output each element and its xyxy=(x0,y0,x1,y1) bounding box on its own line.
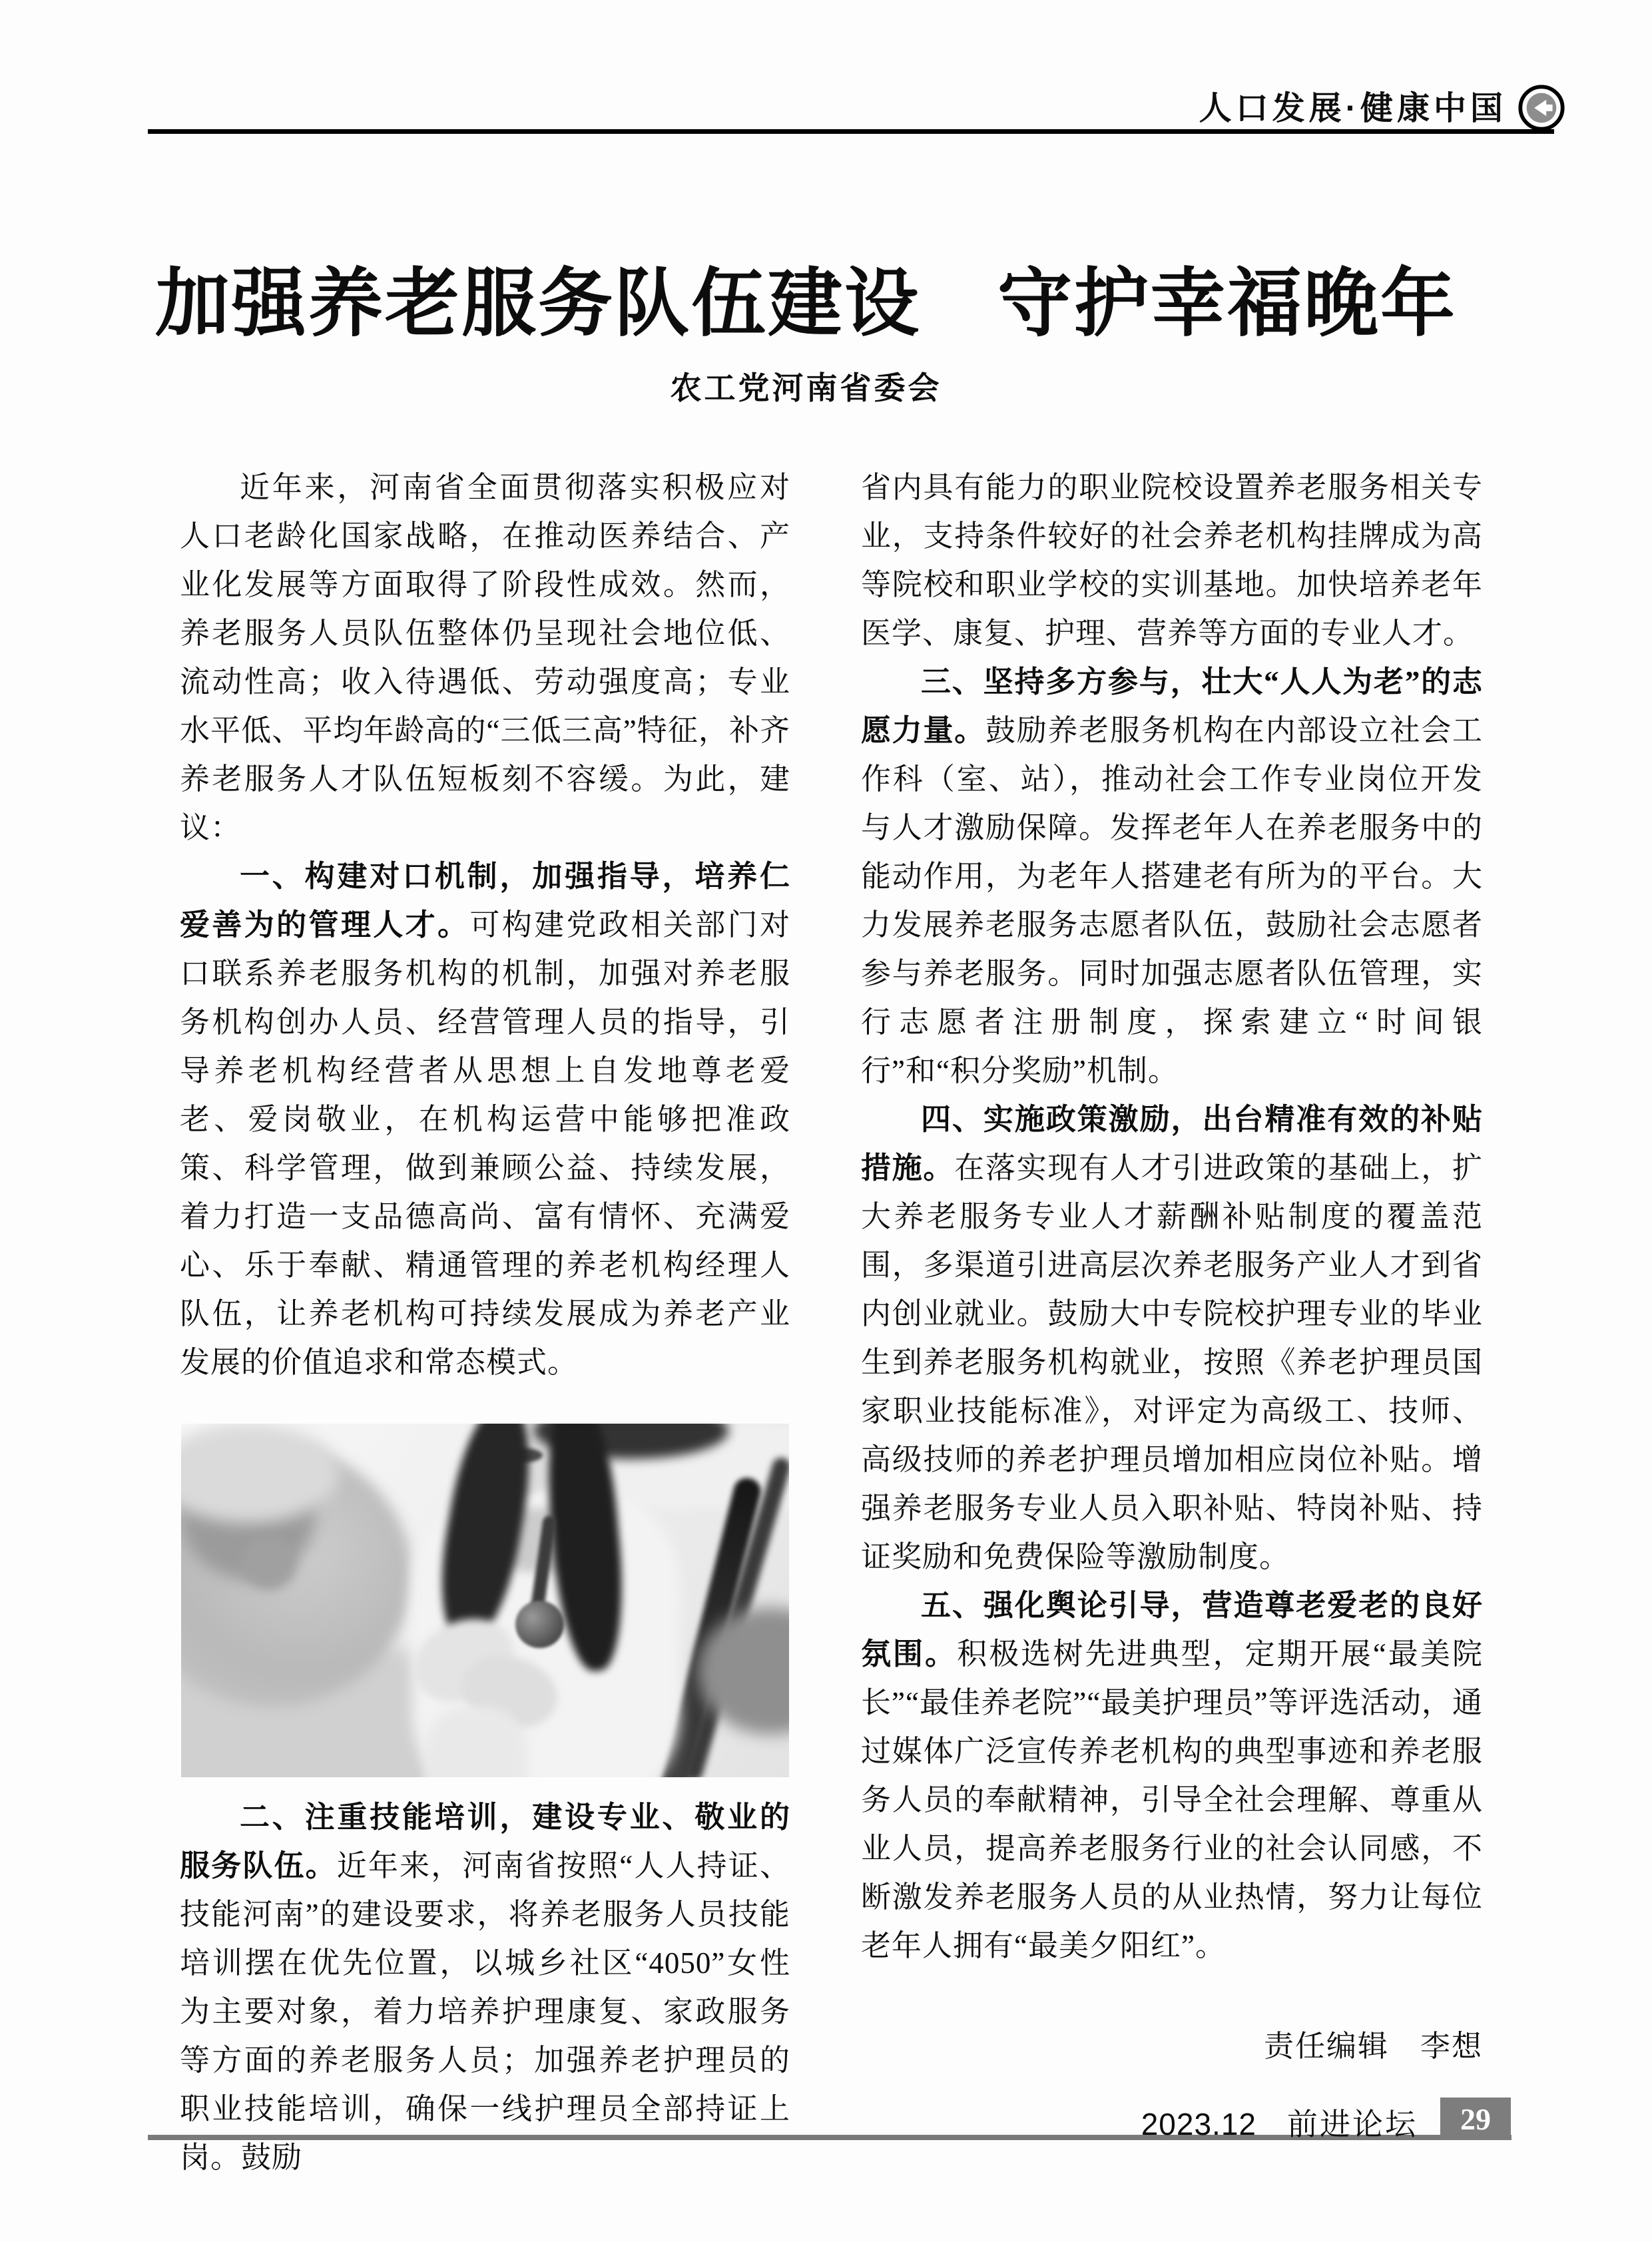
masthead-section-label: 人口发展·健康中国 xyxy=(1199,91,1507,127)
paragraph-point-2-text: 近年来，河南省按照“人人持证、技能河南”的建设要求，将养老服务人员技能培训摆在优先位置，以城乡社区“4050”女性为主要对象，着力培养护理康复、家政服务等方面的养老服务人员；加强养老护理员的职业技能培训，确保一线护理员全部持证上岗。鼓励 xyxy=(180,1849,790,2174)
editor-credit: 责任编辑 李想 xyxy=(1263,2030,1483,2063)
page-title: 加强养老服务队伍建设 守护幸福晚年 xyxy=(155,262,1457,345)
footer-issue: 2023.12 xyxy=(1141,2107,1256,2141)
paragraph-point-2-lead: 二、注重技能培训，建设专业、敬业的服务队伍。 xyxy=(180,1801,790,1882)
paragraph-point-2-continued: 省内具有能力的职业院校设置养老服务相关专业，支持条件较好的社会养老机构挂牌成为高等院校和职业学校的实训基地。加快培养老年医学、康复、护理、营养等方面的专业人才。 xyxy=(861,471,1483,650)
paragraph-point-1-lead: 一、构建对口机制，加强指导，培养仁爱善为的管理人才。 xyxy=(180,860,790,942)
footer-spacer xyxy=(1264,2107,1280,2141)
paragraph-point-3-lead: 三、坚持多方参与，壮大“人人为老”的志愿力量。 xyxy=(861,665,1483,747)
paragraph-point-3 xyxy=(861,658,1483,1095)
paragraph-point-5 xyxy=(861,1581,1483,1970)
elderly-care-photo xyxy=(181,1424,789,1777)
paragraph-point-3-text: 鼓励养老服务机构在内部设立社会工作科（室、站），推动社会工作专业岗位开发与人才激励保障。发挥老年人在养老服务中的能动作用，为老年人搭建老有所为的平台。大力发展养老服务志愿者队伍，鼓励社会志愿者参与养老服务。同时加强志愿者队伍管理，实行志愿者注册制度，探索建立“时间银行”和“积分奖励”机制。 xyxy=(861,714,1483,1087)
paragraph-intro: 近年来，河南省全面贯彻落实积极应对人口老龄化国家战略，在推动医养结合、产业化发展等方面取得了阶段性成效。然而，养老服务人员队伍整体仍呈现社会地位低、流动性高；收入待遇低、劳动强度高；专业水平低、平均年龄高的“三低三高”特征，补齐养老服务人才队伍短板刻不容缓。为此，建议： xyxy=(180,471,790,844)
paragraph-point-2 xyxy=(180,1793,790,2182)
paragraph-point-4-text: 在落实现有人才引进政策的基础上，扩大养老服务专业人才薪酬补贴制度的覆盖范围，多渠道引进高层次养老服务产业人才到省内创业就业。鼓励大中专院校护理专业的毕业生到养老服务机构就业，按照《养老护理员国家职业技能标准》，对评定为高级工、技师、高级技师的养老护理员增加相应岗位补贴。增强养老服务专业人员入职补贴、特岗补贴、持证奖励和免费保险等激励制度。 xyxy=(861,1151,1483,1573)
paragraph-point-1-text: 可构建党政相关部门对口联系养老服务机构的机制，加强对养老服务机构创办人员、经营管理人员的指导，引导养老机构经营者从思想上自发地尊老爱老、爱岗敬业，在机构运营中能够把准政策、科学管理，做到兼顾公益、持续发展，着力打造一支品德高尚、富有情怀、充满爱心、乐于奉献、精通管理的养老机构经理人队伍，让养老机构可持续发展成为养老产业发展的价值追求和常态模式。 xyxy=(180,908,790,1379)
footer-journal: 前进论坛 xyxy=(1287,2107,1418,2141)
page-number-badge: 29 xyxy=(1440,2098,1511,2140)
paragraph-point-4 xyxy=(861,1095,1483,1581)
article-column-right xyxy=(861,463,1483,2071)
photo-elderly-arm xyxy=(424,1707,527,1777)
footer-text xyxy=(1141,2100,1418,2144)
paragraph-point-4-lead: 四、实施政策激励，出台精准有效的补贴措施。 xyxy=(861,1103,1483,1185)
photo-stethoscope-disc xyxy=(515,1601,564,1649)
paragraph-point-5-text: 积极选树先进典型，定期开展“最美院长”“最佳养老院”“最美护理员”等评选活动，通过媒体广泛宣传养老机构的典型事迹和养老服务人员的奉献精神，引导全社会理解、尊重从业人员，提高养老服务行业的社会认同感，不断激发养老服务人员的从业热情，努力让每位老年人拥有“最美夕阳红”。 xyxy=(861,1637,1483,1962)
article-column-left xyxy=(180,463,790,2182)
arrow-left-circle-icon xyxy=(1517,84,1565,132)
paragraph-point-5-lead: 五、强化舆论引导，营造尊老爱老的良好氛围。 xyxy=(861,1589,1483,1671)
masthead-rule xyxy=(148,129,1554,134)
paragraph-point-1 xyxy=(180,852,790,1387)
byline: 农工党河南省委会 xyxy=(670,370,942,406)
photo-elderly-ear xyxy=(242,1537,296,1590)
